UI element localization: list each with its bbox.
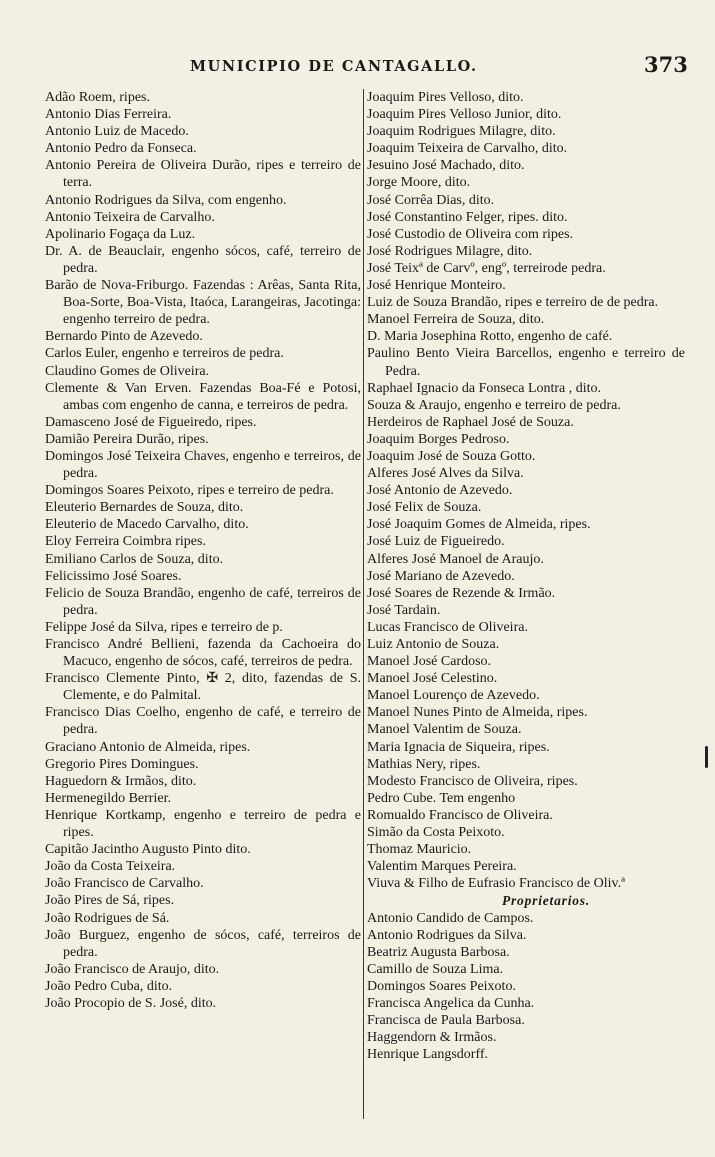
list-entry: Antonio Rodrigues da Silva.: [367, 927, 527, 943]
list-entry: Felicissimo José Soares.: [45, 568, 182, 584]
list-entry: Modesto Francisco de Oliveira, ripes.: [367, 773, 578, 789]
list-entry: José Rodrigues Milagre, dito.: [367, 243, 533, 259]
list-entry: Raphael Ignacio da Fonseca Lontra , dito.: [367, 380, 602, 396]
list-entry: João Francisco de Carvalho.: [45, 876, 204, 892]
list-entry: José Joaquim Gomes de Almeida, ripes.: [367, 517, 591, 533]
list-entry: Damasceno José de Figueiredo, ripes.: [45, 414, 257, 430]
list-entry: João Pires de Sá, ripes.: [45, 893, 175, 909]
list-entry: João Pedro Cuba, dito.: [45, 978, 173, 994]
list-entry: Carlos Euler, engenho e terreiros de pedra.: [45, 346, 284, 362]
list-entry: Camillo de Souza Lima.: [367, 961, 504, 977]
list-entry: Joaquim José de Souza Gotto.: [367, 448, 536, 464]
list-entry: Luiz de Souza Brandão, ripes e terreiro de de pedra.: [367, 295, 659, 311]
list-entry: Lucas Francisco de Oliveira.: [367, 619, 528, 635]
list-entry: José Teixª de Carvº, engº, terreirode pedra.: [367, 260, 606, 276]
list-entry: José Tardain.: [367, 602, 441, 618]
list-entry: Valentim Marques Pereira.: [367, 859, 517, 875]
list-entry: Damião Pereira Durão, ripes.: [45, 431, 209, 447]
left-column: [45, 89, 361, 1012]
list-entry: Viuva & Filho de Eufrasio Francisco de Oliv.ª: [367, 876, 625, 892]
list-entry: Romualdo Francisco de Oliveira.: [367, 807, 553, 823]
list-entry: Dr. A. de Beauclair, engenho sócos, café, terreiro de pedra.: [45, 243, 361, 276]
list-entry: Simão da Costa Peixoto.: [367, 825, 505, 841]
list-entry: Apolinario Fogaça da Luz.: [45, 226, 196, 242]
list-entry: Manoel José Celestino.: [367, 671, 498, 687]
list-entry: Antonio Pereira de Oliveira Durão, ripes e terreiro de terra.: [45, 158, 361, 191]
proprietarios-entries: [367, 910, 685, 1064]
list-entry: Gregorio Pires Domingues.: [45, 756, 199, 772]
list-entry: Paulino Bento Vieira Barcellos, engenho e terreiro de Pedra.: [367, 346, 685, 379]
list-entry: Haggendorn & Irmãos.: [367, 1030, 497, 1046]
list-entry: Manoel Valentim de Souza.: [367, 722, 522, 738]
list-entry: Mathias Nery, ripes.: [367, 756, 481, 772]
list-entry: Manoel Ferreira de Souza, dito.: [367, 312, 545, 328]
list-entry: D. Maria Josephina Rotto, engenho de café.: [367, 329, 613, 345]
list-entry: Domingos Soares Peixoto, ripes e terreiro de pedra.: [45, 483, 334, 499]
list-entry: Alferes José Manoel de Araujo.: [367, 551, 544, 567]
list-entry: Antonio Candido de Campos.: [367, 910, 534, 926]
list-entry: Thomaz Mauricio.: [367, 842, 472, 858]
list-entry: José Mariano de Azevedo.: [367, 568, 515, 584]
list-entry: José Antonio de Azevedo.: [367, 483, 513, 499]
list-entry: Joaquim Pires Velloso, dito.: [367, 90, 524, 105]
list-entry: Adão Roem, ripes.: [45, 90, 150, 105]
list-entry: João Burguez, engenho de sócos, café, terreiros de pedra.: [45, 927, 361, 960]
list-entry: Joaquim Borges Pedroso.: [367, 431, 510, 447]
list-entry: João da Costa Teixeira.: [45, 859, 176, 875]
right-column-entries: [367, 89, 685, 892]
list-entry: Francisco Dias Coelho, engenho de café, e terreiro de pedra.: [45, 705, 361, 738]
list-entry: Capitão Jacintho Augusto Pinto dito.: [45, 842, 251, 858]
list-entry: Claudino Gomes de Oliveira.: [45, 363, 210, 379]
list-entry: Felicio de Souza Brandão, engenho de café, terreiros de pedra.: [45, 585, 361, 618]
list-entry: Maria Ignacia de Siqueira, ripes.: [367, 739, 550, 755]
right-column: [367, 89, 685, 1063]
list-entry: Francisco André Bellieni, fazenda da Cachoeira do Macuco, engenho de sócos, café, terreiros de pedra.: [45, 637, 361, 670]
list-entry: José Custodio de Oliveira com ripes.: [367, 226, 574, 242]
page-number: 373: [644, 52, 688, 77]
list-entry: Antonio Rodrigues da Silva, com engenho.: [45, 192, 287, 208]
list-entry: João Francisco de Araujo, dito.: [45, 961, 220, 977]
list-entry: João Rodrigues de Sá.: [45, 910, 170, 926]
list-entry: Domingos José Teixeira Chaves, engenho e terreiros, de pedra.: [45, 448, 361, 482]
list-entry: Jesuino José Machado, dito.: [367, 158, 525, 174]
list-entry: Antonio Luiz de Macedo.: [45, 124, 189, 140]
list-entry: José Luiz de Figueiredo.: [367, 534, 505, 550]
list-entry: Manoel José Cardoso.: [367, 654, 492, 670]
list-entry: José Constantino Felger, ripes. dito.: [367, 209, 568, 225]
list-entry: Pedro Cube. Tem engenho: [367, 790, 516, 806]
list-entry: Felippe José da Silva, ripes e terreiro de p.: [45, 619, 283, 635]
margin-mark: [705, 746, 708, 768]
list-entry: Eleuterio Bernardes de Souza, dito.: [45, 500, 244, 516]
list-entry: José Henrique Monteiro.: [367, 278, 506, 294]
list-entry: Joaquim Pires Velloso Junior, dito.: [367, 107, 562, 123]
list-entry: Manoel Nunes Pinto de Almeida, ripes.: [367, 705, 588, 721]
list-entry: Luiz Antonio de Souza.: [367, 637, 500, 652]
list-entry: Eloy Ferreira Coimbra ripes.: [45, 534, 206, 550]
list-entry: José Soares de Rezende & Irmão.: [367, 585, 556, 601]
list-entry: Bernardo Pinto de Azevedo.: [45, 329, 203, 345]
list-entry: Francisca de Paula Barbosa.: [367, 1013, 525, 1029]
list-entry: Domingos Soares Peixoto.: [367, 978, 516, 994]
list-entry: Antonio Dias Ferreira.: [45, 107, 172, 123]
list-entry: Beatriz Augusta Barbosa.: [367, 944, 510, 960]
page-header: [0, 52, 715, 82]
list-entry: Eleuterio de Macedo Carvalho, dito.: [45, 517, 249, 533]
running-title: MUNICIPIO DE CANTAGALLO.: [190, 58, 478, 75]
column-divider: [363, 89, 364, 1119]
list-entry: Antonio Pedro da Fonseca.: [45, 141, 197, 157]
list-entry: Haguedorn & Irmãos, dito.: [45, 773, 197, 789]
list-entry: Henrique Kortkamp, engenho e terreiro de pedra e ripes.: [45, 807, 361, 841]
list-entry: Joaquim Rodrigues Milagre, dito.: [367, 124, 556, 140]
list-entry: Barão de Nova-Friburgo. Fazendas : Arêas, Santa Rita, Boa-Sorte, Boa-Vista, Itaóca, Larangeiras, Jacotinga: engenho terreiro de pedra.: [45, 278, 361, 328]
list-entry: Emiliano Carlos de Souza, dito.: [45, 551, 224, 567]
list-entry: Joaquim Teixeira de Carvalho, dito.: [367, 141, 568, 157]
list-entry: Francisco Clemente Pinto, ✠ 2, dito, fazendas de S. Clemente, e do Palmital.: [45, 671, 361, 704]
list-entry: Herdeiros de Raphael José de Souza.: [367, 414, 574, 430]
list-entry: Graciano Antonio de Almeida, ripes.: [45, 739, 251, 755]
list-entry: Henrique Langsdorff.: [367, 1047, 489, 1063]
list-entry: José Corrêa Dias, dito.: [367, 192, 495, 208]
list-entry: Francisca Angelica da Cunha.: [367, 995, 535, 1011]
list-entry: Clemente & Van Erven. Fazendas Boa-Fé e Potosi, ambas com engenho de canna, e terreiros de pedra.: [45, 380, 361, 413]
list-entry: Alferes José Alves da Silva.: [367, 466, 524, 482]
list-entry: Manoel Lourenço de Azevedo.: [367, 688, 540, 704]
list-entry: Souza & Araujo, engenho e terreiro de pedra.: [367, 397, 621, 413]
proprietarios-heading: Proprietarios.: [501, 893, 591, 909]
list-entry: João Procopio de S. José, dito.: [45, 995, 217, 1011]
list-entry: Jorge Moore, dito.: [367, 175, 471, 191]
list-entry: Antonio Teixeira de Carvalho.: [45, 209, 215, 225]
list-entry: José Felix de Souza.: [367, 500, 482, 516]
list-entry: Hermenegildo Berrier.: [45, 790, 171, 806]
